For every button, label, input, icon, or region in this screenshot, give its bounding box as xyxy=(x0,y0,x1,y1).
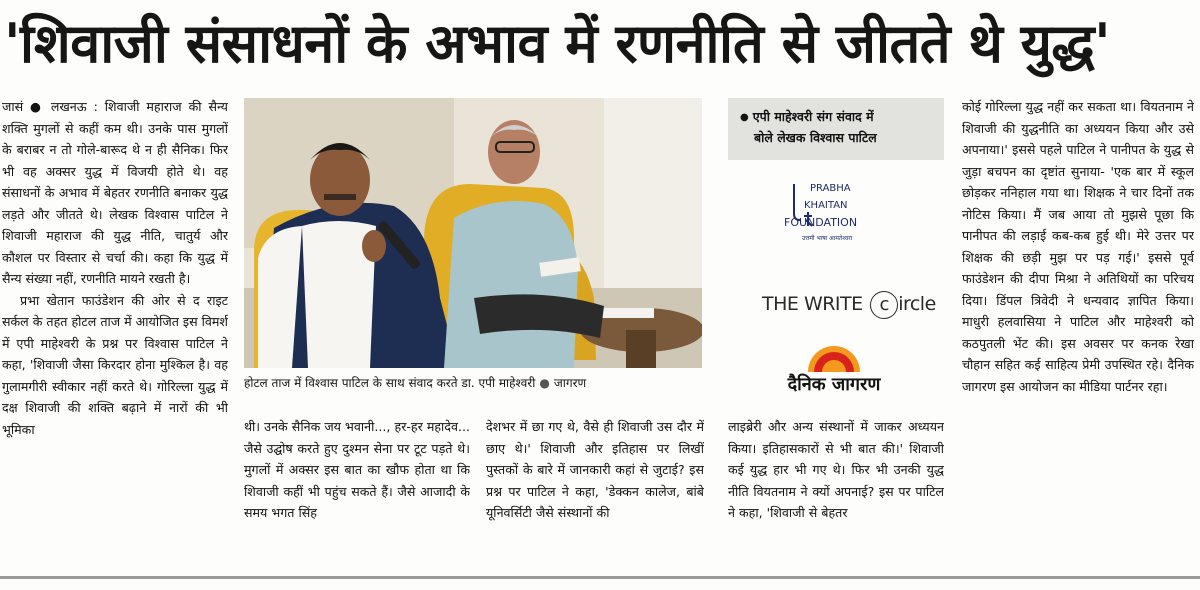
photo-credit: जागरण xyxy=(553,376,587,390)
pull-quote-line-2: बोले लेखक विश्वास पाटिल xyxy=(754,130,877,145)
paragraph: लाइब्रेरी और अन्य संस्थानों में जाकर अध्ययन किया। इतिहासकारों से भी बात की।' शिवाजी कई युद्ध हार भी गए थे। फिर भी उनकी युद्ध नीति वियतनाम ने क्यों अपनाई? इस पर पाटिल ने कहा, 'शिवाजी से बेहतर xyxy=(728,419,944,520)
article-column-5 xyxy=(962,96,1194,564)
jagran-sun-icon xyxy=(772,332,892,374)
logo-text-prabha: PRABHA xyxy=(810,183,851,194)
logo-tagline: उत्तमी भाषा आमतेश्वरा xyxy=(802,235,853,242)
paragraph: कोई गोरिल्ला युद्ध नहीं कर सकता था। वियतनाम ने शिवाजी की युद्धनीति का अध्ययन किया और उसे अपनाया।' इससे पहले पाटिल ने पानीपत के युद्ध से जुड़ा बचपन का दृष्टांत सुनाया- 'एक बार में स्कूल छोड़कर ननिहाल गया था। शिक्षक ने चार दिनों तक नोटिस किया। मैं जब आया तो मुझसे पूछा कि पानीपत की लड़ाई कब-कब हुई थी। मेरे उत्तर पर शिक्षक की छड़ी मुझ पर पड़ गई।' इससे पूर्व फाउंडेशन की दीपा मिश्रा ने अतिथियों का परिचय दिया। डिंपल त्रिवेदी ने धन्यवाद ज्ञापित किया। माधुरी हलवासिया ने पाटिल और माहेश्वरी को कठपुतली भेंट की। इस अवसर पर कनक रेखा चौहान सहित कई साहित्य प्रेमी उपस्थित रहे। दैनिक जागरण इस आयोजन का मीडिया पार्टनर रहा। xyxy=(962,99,1194,394)
write-circle-text: THE WRITE xyxy=(762,293,869,315)
pull-quote-line-1 xyxy=(740,107,934,128)
prabha-khaitan-logo-graphic xyxy=(778,176,888,252)
bottom-rule xyxy=(0,576,1200,579)
paragraph: थी। उनके सैनिक जय भवानी..., हर-हर महादेव... जैसे उद्घोष करते हुए दुश्मन सेना पर टूट पड़ते थे। मुगलों में अक्सर इस बात का खौफ होता था कि शिवाजी कहीं भी पहुंच सकते हैं। जैसे आजादी के समय भगत सिंह xyxy=(244,419,470,520)
photo-illustration xyxy=(244,98,702,368)
headline: 'शिवाजी संसाधनों के अभाव में रणनीति से जीतते थे युद्ध' xyxy=(4,12,1111,75)
prabha-khaitan-foundation-logo xyxy=(778,176,888,252)
photo-caption xyxy=(244,372,704,394)
caption-dot: ● xyxy=(539,376,550,390)
pull-quote-text-1: एपी माहेश्वरी संग संवाद में xyxy=(752,109,874,124)
jagran-wordmark: दैनिक जागरण xyxy=(787,374,881,395)
article-column-4 xyxy=(728,416,944,564)
article-column-2 xyxy=(244,416,470,564)
paragraph: देशभर में छा गए थे, वैसे ही शिवाजी उस दौर में छाए थे।' शिवाजी और इतिहास पर लिखीं पुस्तकों के बारे में जानकारी कहां से जुटाई? इस प्रश्न पर पाटिल ने कहा, 'डेक्कन कालेज, बांबे यूनिवर्सिटी जैसे संस्थानों की xyxy=(486,419,704,520)
event-photo xyxy=(244,98,702,368)
caption-text: होटल ताज में विश्वास पाटिल के साथ संवाद करते डा. एपी माहेश्वरी xyxy=(244,376,536,390)
paragraph: जासं ● लखनऊ : शिवाजी महाराज की सैन्य शक्ति मुगलों से कहीं कम थी। उनके पास मुगलों के बराबर न तो गोले-बारूद थे न ही सैनिक। फिर भी वह अक्सर युद्ध में विजयी होते थे। वह संसाधनों के अभाव में बेहतर रणनीति बनाकर युद्ध लड़ते और जीतते थे। लेखक विश्वास पाटिल ने शिवाजी महाराज की युद्ध नीति, चातुर्य और कौशल पर विस्तार से चर्चा की। कहा कि युद्ध में सैन्य संख्या नहीं, रणनीति मायने रखती है। xyxy=(2,99,228,286)
pull-quote xyxy=(728,98,944,160)
logo-text-foundation: FOUNDATION xyxy=(784,216,858,229)
logo-text-khaitan: KHAITAN xyxy=(804,200,848,211)
write-circle-c: c xyxy=(870,291,898,319)
the-write-circle-logo xyxy=(762,286,936,322)
article-column-3 xyxy=(486,416,704,564)
bullet-icon: ● xyxy=(740,112,749,123)
article-column-1 xyxy=(2,96,228,564)
paragraph: प्रभा खेतान फाउंडेशन की ओर से द राइट सर्कल के तहत होटल ताज में आयोजित इस विमर्श में एपी माहेश्वरी के प्रश्न पर विश्वास पाटिल ने कहा, 'शिवाजी जैसा किरदार होना मुश्किल है। वह गुलामगीरी स्वीकार नहीं करते थे। गोरिल्ला युद्ध में दक्ष शिवाजी की शक्ति बढ़ाने में नारों की भी भूमिका xyxy=(2,292,228,437)
write-circle-text-end: ircle xyxy=(898,293,936,315)
